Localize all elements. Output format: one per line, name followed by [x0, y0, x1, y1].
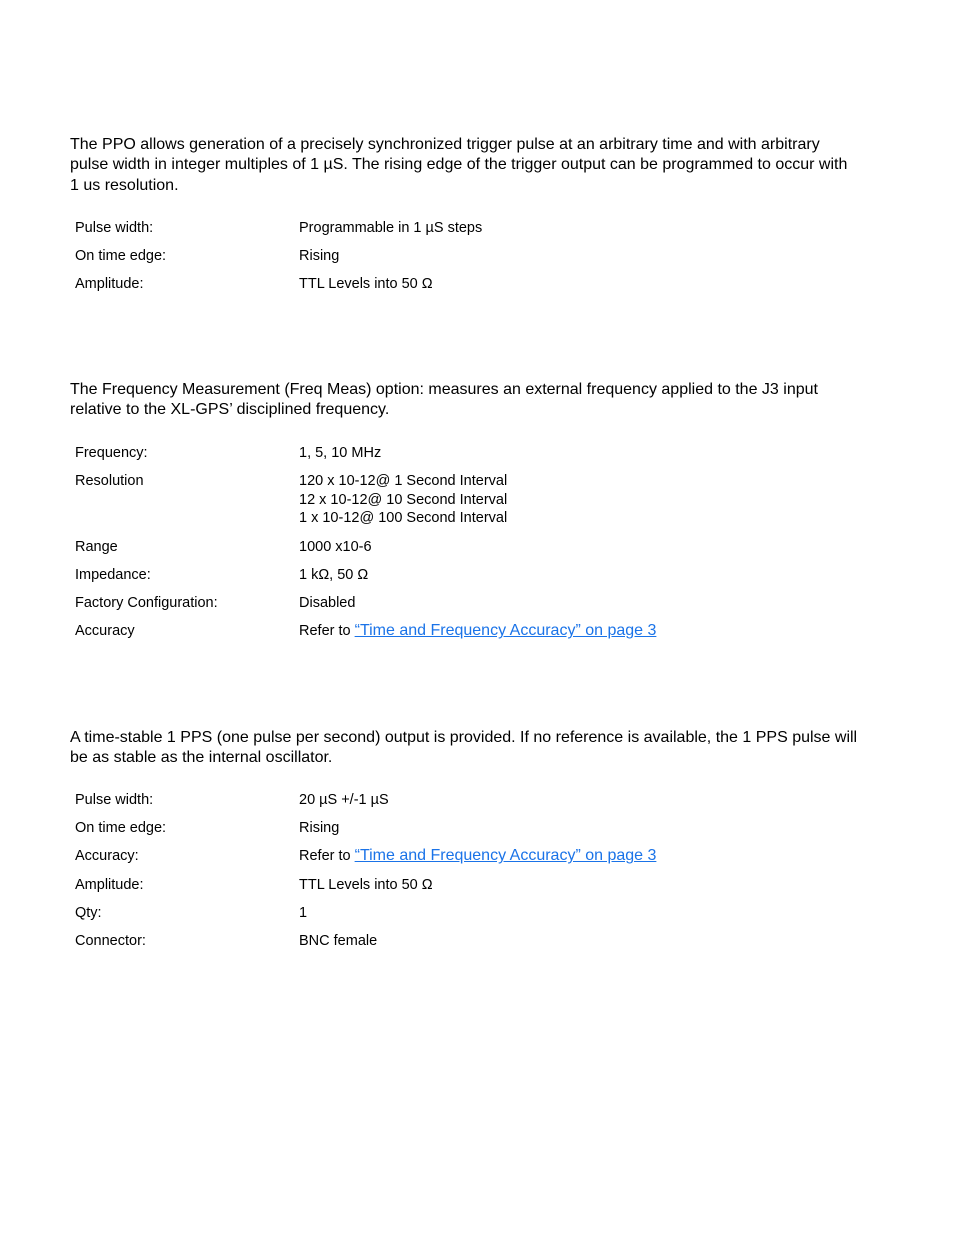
- pps-description: A time-stable 1 PPS (one pulse per second) output is provided. If no reference is available, the 1 PPS pulse will be as stable as the internal oscillator.: [70, 729, 858, 767]
- spec-value: 1 kΩ, 50 Ω: [299, 566, 369, 583]
- spec-value: 1: [299, 904, 308, 921]
- spec-label: Qty:: [75, 904, 102, 921]
- table-row: [75, 819, 855, 838]
- table-row: [75, 444, 855, 463]
- spec-value: 1000 x10-6: [299, 538, 372, 555]
- accuracy-link[interactable]: “Time and Frequency Accuracy” on page 3: [354, 622, 657, 640]
- table-row: [75, 566, 855, 585]
- spec-value: BNC female: [299, 932, 378, 949]
- spec-label: Amplitude:: [75, 876, 144, 893]
- resolution-line: 1 x 10-12@ 100 Second Interval: [299, 510, 508, 527]
- table-row: [75, 594, 855, 613]
- table-row: [75, 904, 855, 923]
- table-row: [75, 275, 855, 294]
- spec-label: Accuracy:: [75, 848, 139, 865]
- spec-value: [299, 847, 855, 866]
- table-row: [75, 219, 855, 238]
- table-row: [75, 876, 855, 895]
- spec-value: TTL Levels into 50 Ω: [299, 276, 433, 293]
- resolution-line: 120 x 10-12@ 1 Second Interval: [299, 473, 508, 490]
- table-row: [75, 247, 855, 266]
- spec-label: On time edge:: [75, 820, 167, 837]
- spec-label: Frequency:: [75, 445, 148, 461]
- spec-label: Pulse width:: [75, 220, 154, 236]
- ppo-description: The PPO allows generation of a precisely synchronized trigger pulse at an arbitrary time and with arbitrary pulse width in integer multiples of 1 µS. The rising edge of the trigger output can be programmed to occur with 1 us resolution.: [70, 136, 848, 194]
- spec-value: [299, 622, 855, 641]
- spec-value: 1, 5, 10 MHz: [299, 445, 382, 461]
- ppo-spec-table: [75, 219, 855, 304]
- freq-meas-description: The Frequency Measurement (Freq Meas) option: measures an external frequency applied to the J3 input relative to the XL-GPS’ disciplined frequency.: [70, 381, 818, 419]
- table-row: [75, 932, 855, 951]
- table-row: [75, 791, 855, 810]
- spec-label: Range: [75, 538, 118, 555]
- spec-value: TTL Levels into 50 Ω: [299, 876, 433, 893]
- pps-spec-table: [75, 791, 855, 960]
- spec-value: Disabled: [299, 594, 356, 611]
- spec-label: Connector:: [75, 932, 146, 949]
- spec-label: Accuracy: [75, 623, 135, 640]
- accuracy-link[interactable]: “Time and Frequency Accuracy” on page 3: [354, 847, 657, 865]
- spec-label: Pulse width:: [75, 792, 154, 808]
- spec-value: Programmable in 1 µS steps: [299, 220, 483, 236]
- table-row: [75, 622, 855, 641]
- spec-label: Impedance:: [75, 566, 151, 583]
- spec-value: 20 µS +/-1 µS: [299, 792, 389, 808]
- spec-value: [299, 472, 855, 528]
- refer-to-text: Refer to: [299, 848, 355, 865]
- spec-value: Rising: [299, 248, 340, 265]
- spec-value: Rising: [299, 820, 340, 837]
- table-row: [75, 472, 855, 528]
- spec-label: On time edge:: [75, 248, 167, 265]
- table-row: [75, 538, 855, 557]
- table-row: [75, 847, 855, 866]
- spec-label: Resolution: [75, 473, 144, 490]
- resolution-line: 12 x 10-12@ 10 Second Interval: [299, 491, 508, 508]
- spec-label: Factory Configuration:: [75, 594, 218, 611]
- refer-to-text: Refer to: [299, 623, 355, 640]
- freq-meas-spec-table: [75, 444, 855, 650]
- spec-label: Amplitude:: [75, 276, 144, 293]
